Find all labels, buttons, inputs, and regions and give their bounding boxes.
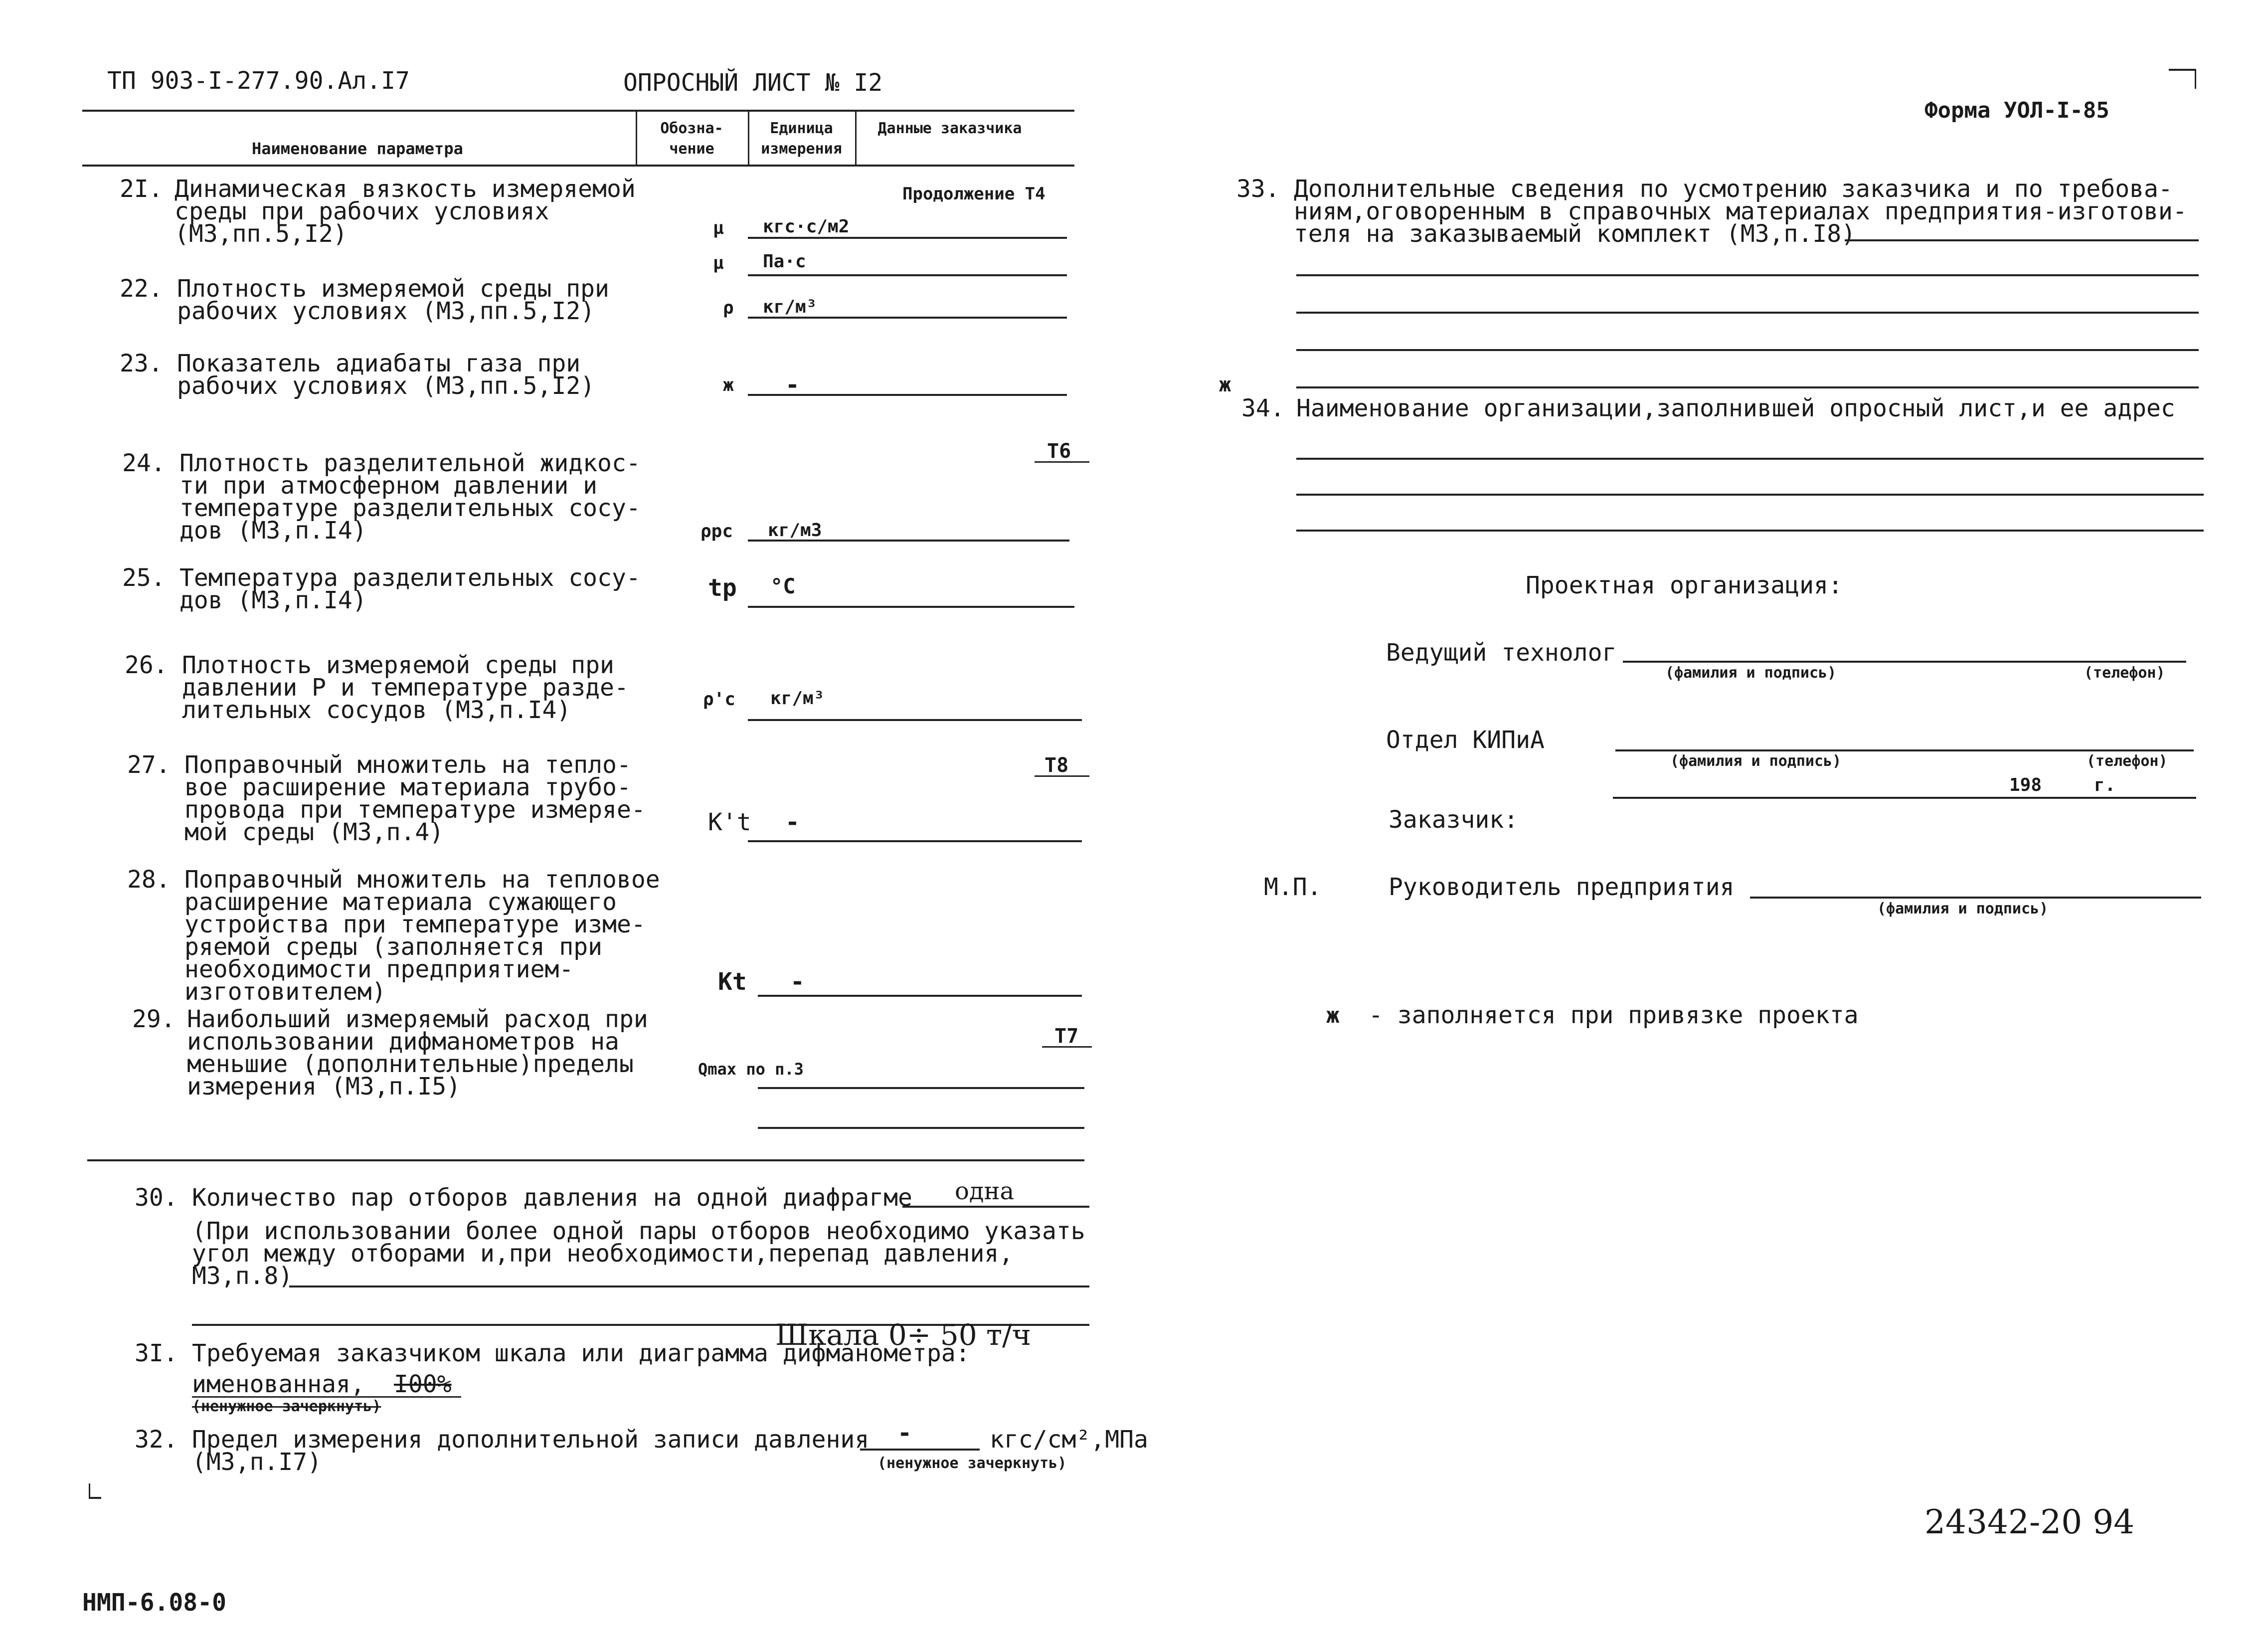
item-23-symbol: ж (723, 375, 734, 395)
item-32-value: - (897, 1419, 912, 1447)
item-30-answer-line-2 (289, 1285, 1089, 1287)
item-27-answer-line (748, 840, 1082, 842)
lead-technologist-label: Ведущий технолог (1386, 639, 1617, 667)
item-26-answer-line (748, 719, 1082, 721)
date-line (1613, 797, 2196, 799)
corner-mark-horizontal (89, 1497, 101, 1499)
item-33-line: Дополнительные сведения по усмотрению заказчика и по требова- (1294, 175, 2173, 203)
item-21-symbol-alt: μ (713, 253, 724, 273)
item-24-unit: кг/м3 (768, 520, 822, 541)
item-33-answer-line-2 (1296, 274, 2199, 276)
kip-department-label: Отдел КИПиА (1386, 726, 1545, 754)
item-21-unit-alt: Па·с (763, 251, 806, 272)
item-27-line: вое расширение материала трубо- (184, 773, 631, 801)
item-29-line: использовании дифманометров на (187, 1028, 619, 1056)
section-divider (87, 1159, 1084, 1161)
director-name-hint: (фамилия и подпись) (1877, 900, 2049, 917)
item-21-unit: кгс·с/м2 (763, 216, 850, 237)
table-header-rule (82, 165, 1074, 167)
item-25-number: 25. (122, 564, 166, 592)
director-signature-line (1750, 897, 2201, 899)
item-21-line: (МЗ,пп.5,I2) (174, 220, 348, 248)
item-34-text: Наименование организации,заполнившей опросный лист,и ее адрес (1296, 394, 2175, 422)
item-28-line: изготовителем) (184, 978, 386, 1006)
item-29-symbol: Qmax по п.3 (698, 1060, 804, 1079)
item-34-mark: ж (1219, 373, 1231, 396)
item-33-line: ниям,оговоренным в справочных материалах предприятия-изготови- (1294, 197, 2187, 225)
design-org-title: Проектная организация: (1526, 571, 1843, 599)
item-28-line: расширение материала сужающего (184, 888, 617, 916)
item-23-line: рабочих условиях (МЗ,пп.5,I2) (177, 372, 595, 400)
item-30-answer-line (902, 1206, 1089, 1208)
lead-technologist-name-hint: (фамилия и подпись) (1665, 664, 1837, 682)
item-33-answer-line-5 (1296, 386, 2199, 388)
item-29-answer-line-2 (758, 1127, 1084, 1129)
item-30-text: Количество пар отборов давления на одной диафрагме (192, 1184, 912, 1212)
kip-phone-hint: (телефон) (2087, 752, 2168, 770)
item-24-line: дов (МЗ,п.I4) (179, 517, 367, 545)
item-24-reference: Т6 (1047, 440, 1071, 463)
item-29-line: Наибольший измеряемый расход при (187, 1005, 648, 1033)
kip-signature-line (1615, 749, 2194, 751)
sheet-mark: НМП-6.08-0 (82, 1589, 226, 1617)
item-26-line: лительных сосудов (МЗ,п.I4) (182, 696, 571, 724)
item-31-text: Требуемая заказчиком шкала или диаграмма дифманометра: (192, 1339, 970, 1367)
item-33-answer-line-4 (1296, 349, 2199, 351)
item-33-line: теля на заказываемый комплект (МЗ,п.I8) (1294, 220, 1856, 248)
item-27-reference: Т8 (1045, 754, 1069, 777)
document-code: ТП 903-I-277.90.Ал.I7 (107, 67, 410, 95)
col-name-header: Наименование параметра (252, 139, 463, 158)
item-23-line: Показатель адиабаты газа при (177, 350, 581, 377)
item-28-line: устройства при температуре изме- (184, 911, 646, 938)
item-29-reference: Т7 (1054, 1025, 1079, 1048)
item-22-symbol: ρ (723, 298, 734, 318)
item-27-line: провода при температуре измеряе- (184, 796, 646, 824)
item-32-hint: (ненужное зачеркнуть) (877, 1455, 1067, 1472)
lead-technologist-signature-line (1623, 661, 2186, 663)
item-29-answer-line (758, 1087, 1084, 1089)
corner-mark (89, 1483, 90, 1498)
item-22-line: рабочих условиях (МЗ,пп.5,I2) (177, 297, 595, 325)
corner-mark (2169, 69, 2196, 71)
item-28-number: 28. (127, 866, 171, 894)
item-30-value: одна (955, 1177, 1015, 1205)
item-23-value: - (785, 371, 800, 399)
item-21-line: среды при рабочих условиях (174, 197, 549, 225)
item-29-line: измерения (МЗ,п.I5) (187, 1073, 461, 1100)
archive-number: 24342-20 94 (1924, 1503, 2135, 1541)
continuation-label: Продолжение Т4 (902, 184, 1046, 204)
item-27-reference-rule (1035, 775, 1089, 777)
item-28-symbol: Кt (718, 968, 747, 996)
footnote-text: - заполняется при привязке проекта (1369, 1001, 1859, 1029)
item-22-answer-line (748, 317, 1067, 319)
item-33-number: 33. (1236, 175, 1280, 203)
item-24-line: Плотность разделительной жидкос- (179, 449, 641, 477)
item-23-answer-line (748, 394, 1067, 396)
item-28-line: необходимости предприятием- (184, 955, 574, 983)
item-21-symbol: μ (713, 218, 724, 238)
item-22-number: 22. (120, 275, 163, 303)
item-21-line: Динамическая вязкость измеряемой (174, 175, 636, 203)
item-34-answer-line-3 (1296, 530, 2204, 532)
item-34-number: 34. (1241, 394, 1285, 422)
item-27-number: 27. (127, 751, 171, 779)
item-24-line: температуре разделительных сосу- (179, 494, 641, 522)
item-29-line: меньшие (дополнительные)пределы (187, 1050, 634, 1078)
item-32-ref: (МЗ,п.I7) (192, 1448, 322, 1476)
item-27-line: мой среды (МЗ,п.4) (184, 818, 444, 846)
item-28-value: - (790, 968, 805, 996)
item-30-note: МЗ,п.8) (192, 1262, 293, 1290)
item-32-text: Предел измерения дополнительной записи давления (192, 1426, 870, 1454)
seal-place-label: М.П. (1264, 873, 1322, 901)
item-26-line: давлении Р и температуре разде- (182, 674, 629, 702)
col-divider (636, 111, 637, 165)
col-unit-header: Единица измерения (761, 120, 842, 158)
item-31-handwritten-scale: Шкала 0÷ 50 т/ч (775, 1318, 1032, 1352)
item-28-line: Поправочный множитель на тепловое (184, 866, 660, 894)
director-label: Руководитель предприятия (1389, 873, 1735, 901)
date-year: 198 (2009, 775, 2042, 795)
item-29-reference-rule (1042, 1046, 1092, 1048)
item-24-number: 24. (122, 449, 166, 477)
date-year-suffix: г. (2094, 775, 2116, 795)
table-top-rule (82, 110, 1074, 112)
item-28-answer-line (758, 995, 1082, 997)
item-27-line: Поправочный множитель на тепло- (184, 751, 631, 779)
item-23-number: 23. (120, 350, 163, 377)
item-25-symbol: tр (708, 574, 737, 602)
item-33-answer-line-3 (1296, 312, 2199, 314)
item-26-line: Плотность измеряемой среды при (182, 651, 614, 679)
col-symbol-header: Обозна-чение (660, 120, 723, 158)
item-25-unit: °С (770, 574, 796, 598)
item-29-number: 29. (132, 1005, 175, 1033)
item-31-option-percent: I00% (394, 1370, 452, 1398)
item-25-answer-line (748, 606, 1074, 608)
footnote-mark: ж (1326, 1003, 1340, 1028)
item-21-number: 2I. (120, 175, 163, 203)
item-31-number: 3I. (135, 1339, 178, 1367)
kip-name-hint: (фамилия и подпись) (1670, 752, 1842, 770)
corner-mark-vertical (2195, 69, 2196, 89)
item-25-line: дов (МЗ,п.I4) (179, 586, 367, 614)
col-divider (855, 111, 857, 165)
col-data-header: Данные заказчика (877, 120, 1022, 137)
sheet-title: ОПРОСНЫЙ ЛИСТ № I2 (623, 69, 883, 97)
item-24-symbol: ρрс (700, 521, 733, 542)
col-divider (748, 111, 749, 165)
item-28-line: ряемой среды (заполняется при (184, 933, 603, 961)
item-30-number: 30. (135, 1184, 178, 1212)
item-26-number: 26. (125, 651, 168, 679)
item-34-answer-line (1296, 458, 2204, 460)
item-22-unit: кг/м³ (763, 297, 817, 317)
item-31-hint: (ненужное зачеркнуть) (192, 1398, 381, 1415)
item-33-answer-line (1845, 239, 2199, 241)
lead-technologist-phone-hint: (телефон) (2084, 664, 2165, 682)
item-30-note: угол между отборами и,при необходимости,перепад давления, (192, 1240, 1014, 1268)
item-30-note: (При использовании более одной пары отборов необходимо указать (192, 1217, 1085, 1245)
item-26-symbol: ρ'с (703, 689, 736, 710)
item-24-line: ти при атмосферном давлении и (179, 472, 598, 500)
item-25-line: Температура разделительных сосу- (179, 564, 641, 592)
item-24-answer-line (748, 540, 1069, 542)
item-21-answer-line-alt (748, 274, 1067, 276)
item-32-answer-line (860, 1449, 980, 1451)
item-26-unit: кг/м³ (770, 688, 825, 709)
item-21-answer-line (748, 237, 1067, 239)
customer-label: Заказчик: (1389, 806, 1519, 834)
item-31-option-named: именованная, (192, 1370, 365, 1398)
item-27-symbol: К't (708, 808, 751, 836)
item-24-reference-rule (1035, 461, 1089, 463)
item-32-number: 32. (135, 1426, 178, 1454)
item-22-line: Плотность измеряемой среды при (177, 275, 609, 303)
item-27-value: - (785, 808, 800, 836)
item-32-unit: кгс/см²,МПа (990, 1426, 1148, 1454)
form-code: Форма УОЛ-I-85 (1924, 98, 2109, 123)
item-34-answer-line-2 (1296, 494, 2204, 496)
